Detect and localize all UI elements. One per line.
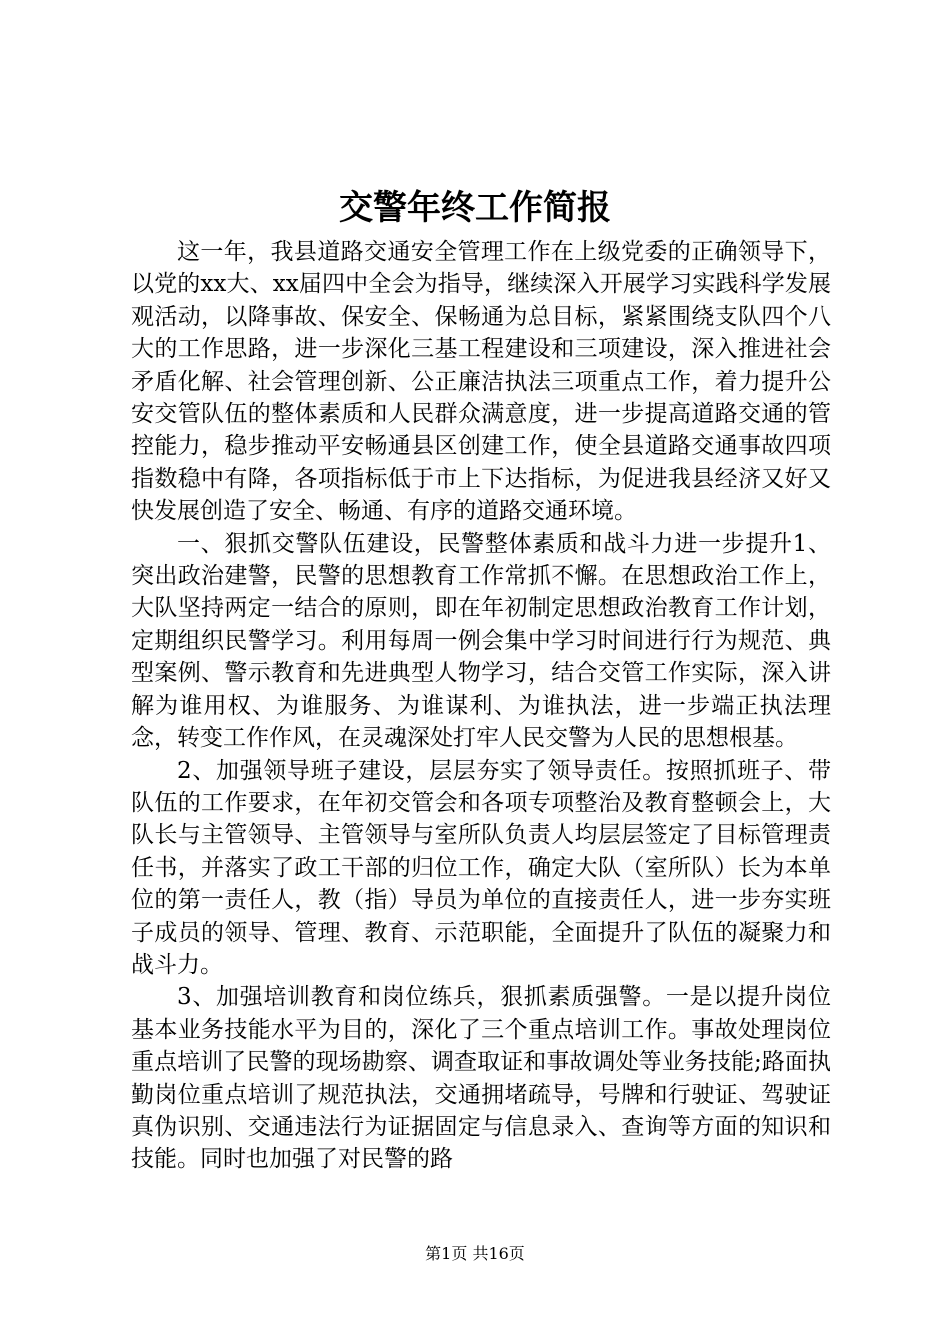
paragraph-team-building: 一、狠抓交警队伍建设，民警整体素质和战斗力进一步提升1、突出政治建警，民警的思想教育工作常抓不懈。在思想政治工作上，大队坚持两定一结合的原则，即在年初制定思想政治教育工作计划，定期组织民警学习。利用每周一例会集中学习时间进行行为规范、典型案例、警示教育和先进典型人物学习，结合交管工作实际，深入讲解为谁用权、为谁服务、为谁谋利、为谁执法，进一步端正执法理念，转变工作作风，在灵魂深处打牢人民交警为人民的思想根基。: [131, 530, 831, 752]
document-title: 交警年终工作简报: [339, 188, 611, 228]
paragraph-training: 3、加强培训教育和岗位练兵，狠抓素质强警。一是以提升岗位基本业务技能水平为目的，深化了三个重点培训工作。事故处理岗位重点培训了民警的现场勘察、调查取证和事故调处等业务技能;路面执勤岗位重点培训了规范执法，交通拥堵疏导，号牌和行驶证、驾驶证真伪识别、交通违法行为证据固定与信息录入、查询等方面的知识和技能。同时也加强了对民警的路: [131, 984, 831, 1173]
document-body: [131, 236, 831, 1176]
page-footer: 第1页 共16页: [425, 1244, 525, 1263]
paragraph-intro: 这一年，我县道路交通安全管理工作在上级党委的正确领导下，以党的xx大、xx届四中全会为指导，继续深入开展学习实践科学发展观活动，以降事故、保安全、保畅通为总目标，紧紧围绕支队四个八大的工作思路，进一步深化三基工程建设和三项建设，深入推进社会矛盾化解、社会管理创新、公正廉洁执法三项重点工作，着力提升公安交管队伍的整体素质和人民群众满意度，进一步提高道路交通的管控能力，稳步推动平安畅通县区创建工作，使全县道路交通事故四项指数稳中有降，各项指标低于市上下达指标，为促进我县经济又好又快发展创造了安全、畅通、有序的道路交通环境。: [131, 239, 831, 525]
paragraph-leadership: 2、加强领导班子建设，层层夯实了领导责任。按照抓班子、带队伍的工作要求，在年初交管会和各项专项整治及教育整顿会上，大队长与主管领导、主管领导与室所队负责人均层层签定了目标管理责任书，并落实了政工干部的归位工作，确定大队（室所队）长为本单位的第一责任人，教（指）导员为单位的直接责任人，进一步夯实班子成员的领导、管理、教育、示范职能，全面提升了队伍的凝聚力和战斗力。: [131, 757, 831, 978]
